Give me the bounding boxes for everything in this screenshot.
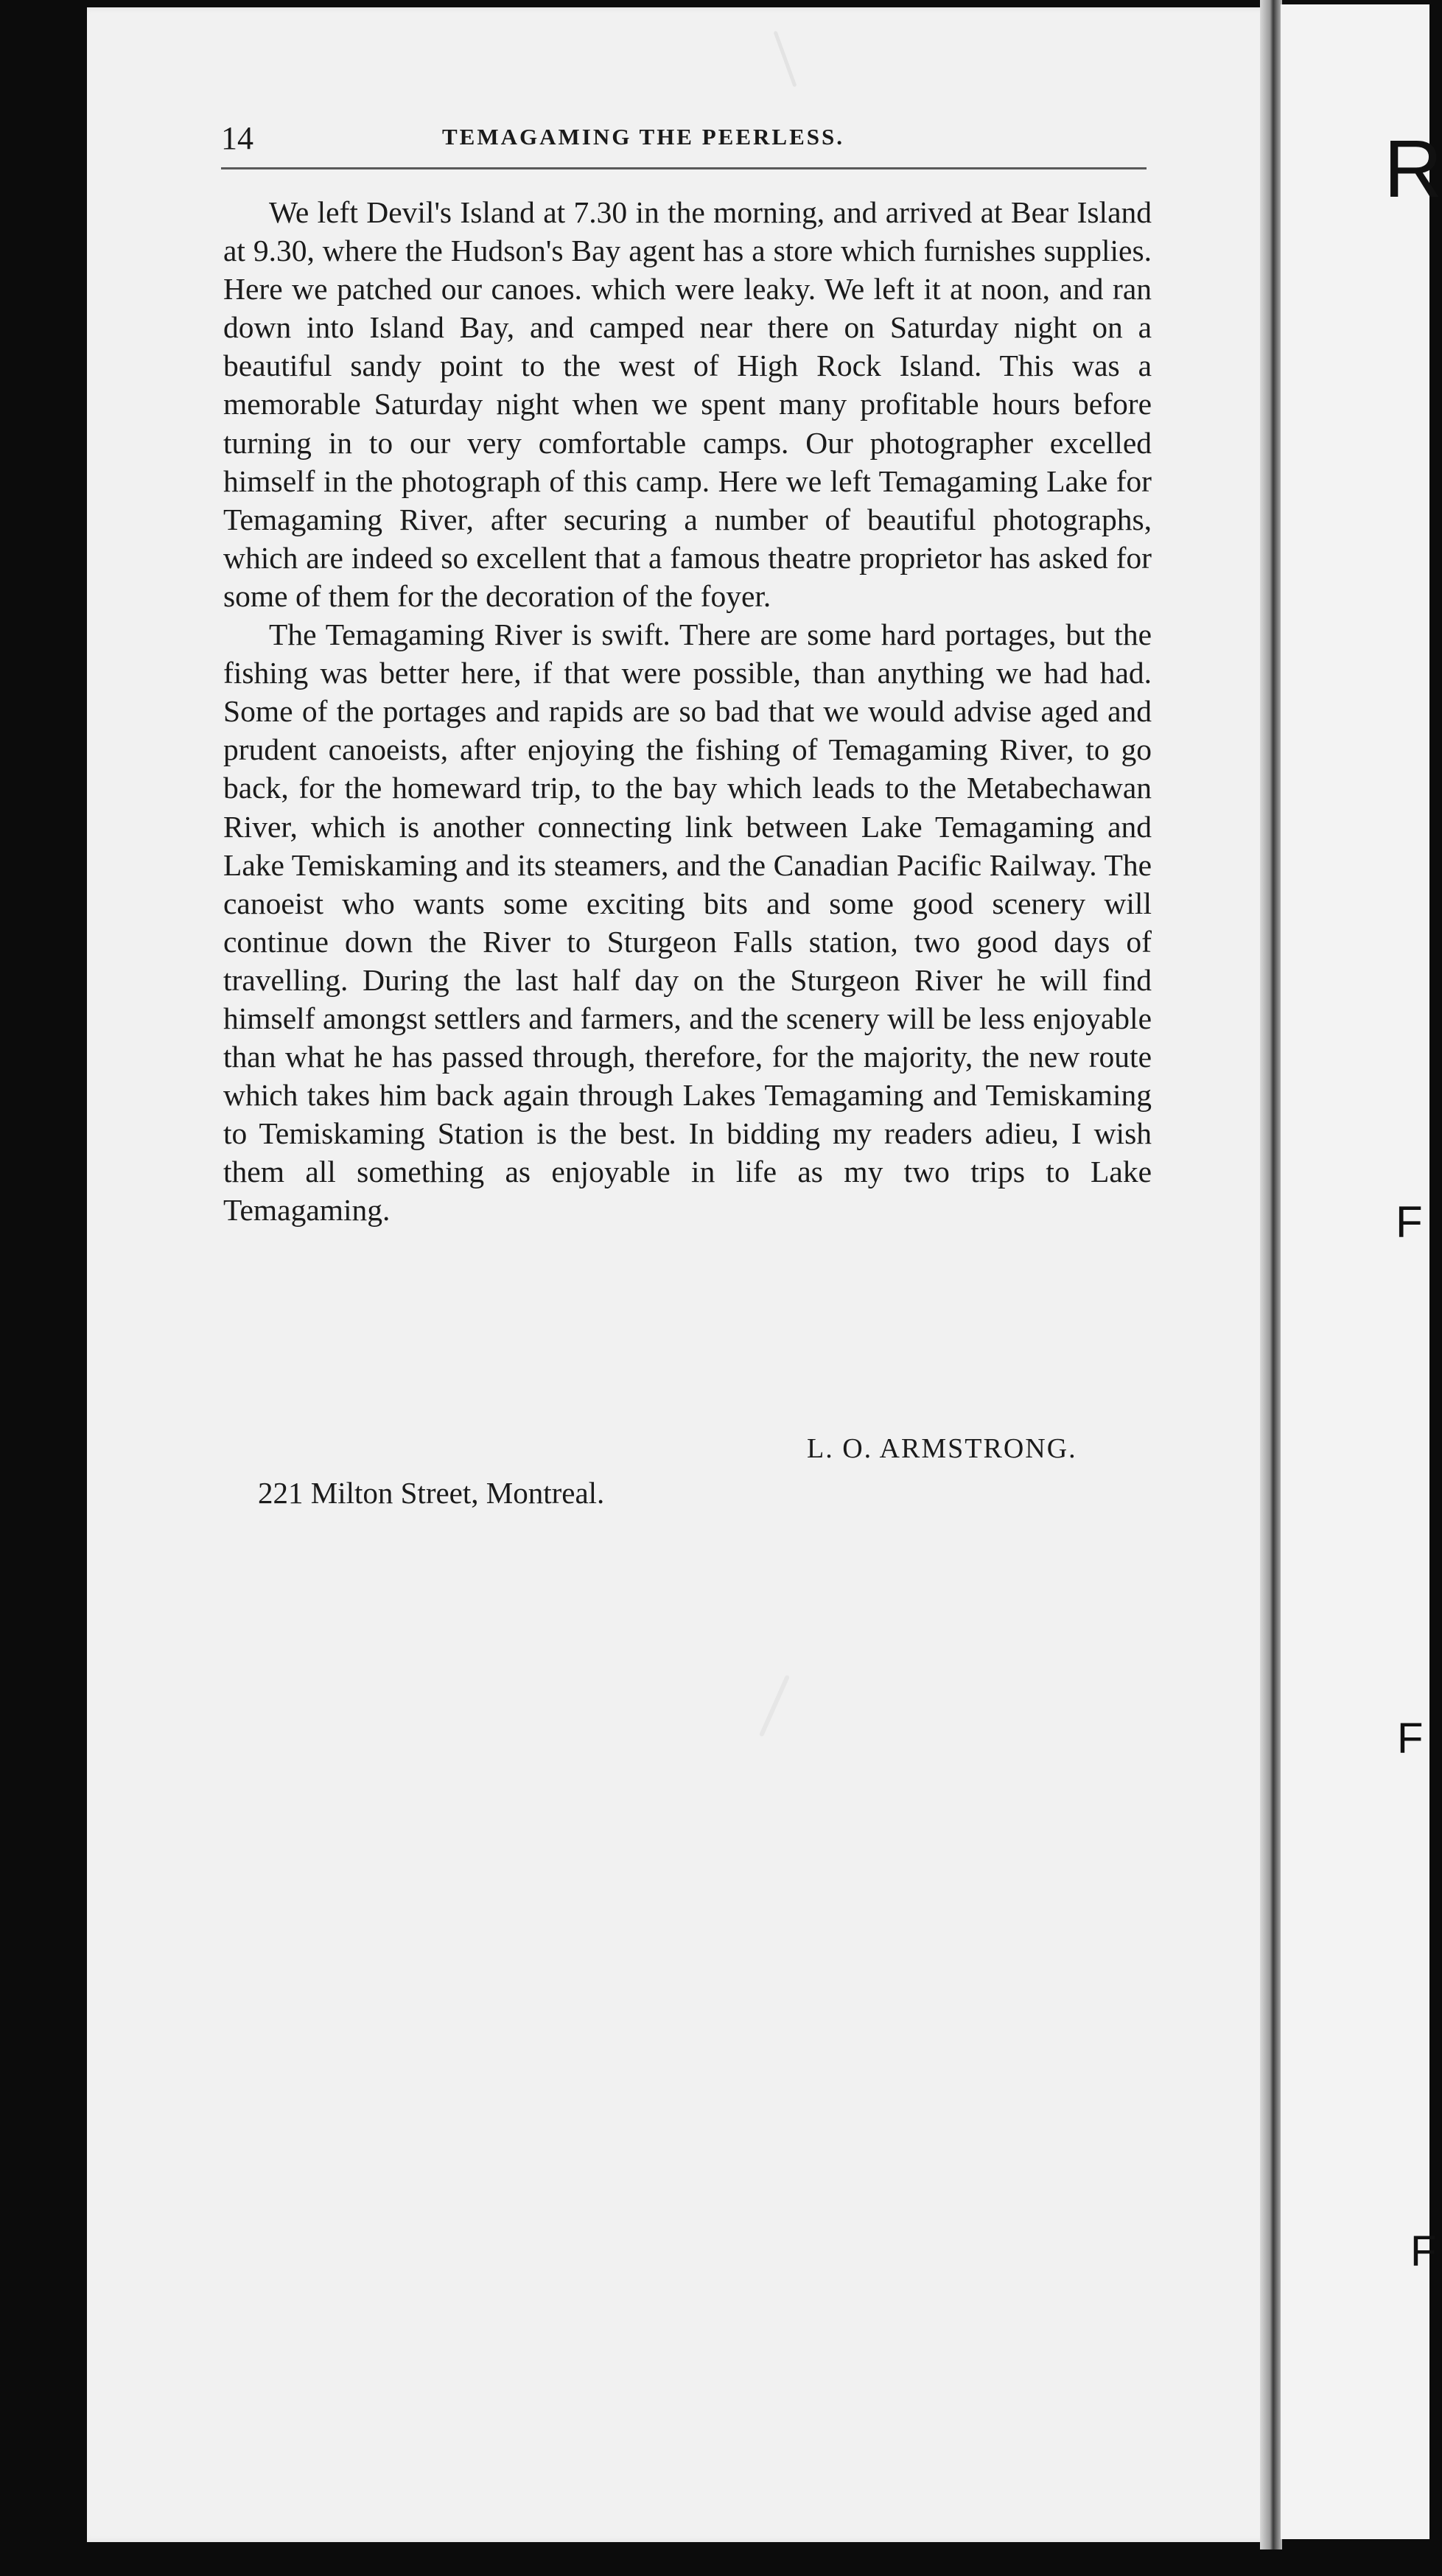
facing-page-letter: R [1384, 124, 1442, 214]
page-header [221, 111, 1148, 169]
facing-page-letter: F [1397, 1715, 1424, 1763]
article-body [223, 193, 1152, 1230]
book-gutter [1260, 0, 1282, 2549]
header-rule [221, 167, 1147, 169]
author-address: 221 Milton Street, Montreal. [258, 1476, 605, 1510]
facing-page [1281, 4, 1442, 2539]
paper-blemish [773, 31, 797, 88]
paper-blemish [759, 1675, 790, 1737]
page-number: 14 [221, 120, 253, 156]
paragraph: We left Devil's Island at 7.30 in the morning, and arrived at Bear Island at 9.30, where the Hudson's Bay agent has a store which furnishes supplies. Here we patched our canoes. which were leaky. We left it at noon, and ran down into Island Bay, and camped near there on Saturday night on a beautiful sandy point to the west of High Rock Island. This was a memorable Saturday night when we spent many profitable hours before turning in to our very comfortable camps. Our photographer excelled himself in the photograph of this camp. Here we left Temagaming Lake for Temagaming River, after securing a number of beautiful photographs, which are indeed so excellent that a famous theatre proprietor has asked for some of them for the decoration of the foyer. [223, 195, 1152, 613]
running-title: TEMAGAMING THE PEERLESS. [442, 124, 844, 150]
facing-page-letter: F [1410, 2227, 1437, 2275]
paragraph: The Temagaming River is swift. There are some hard portages, but the fishing was better here, if that were possible, than anything we had had. Some of the portages and rapids are so bad that we would advise aged and prudent canoeists, after enjoying the fishing of Temagaming River, to go back, for the homeward trip, to the bay which leads to the Metabechawan River, which is another connecting link between Lake Temagaming and Lake Temiskaming and its steamers, and the Canadian Pacific Railway. The canoeist who wants some exciting bits and some good scenery will continue down the River to Sturgeon Falls station, two good days of travelling. During the last half day on the Sturgeon River he will find himself amongst settlers and farmers, and the scenery will be less enjoyable than what he has passed through, therefore, for the majority, the new route which takes him back again through Lakes Temagaming and Temiskaming to Temiskaming Station is the best. In bidding my readers adieu, I wish them all something as enjoyable in life as my two trips to Lake Temagaming. [223, 617, 1152, 1228]
author-signature: L. O. ARMSTRONG. [807, 1433, 1077, 1464]
facing-page-letter: F [1396, 1197, 1423, 1247]
